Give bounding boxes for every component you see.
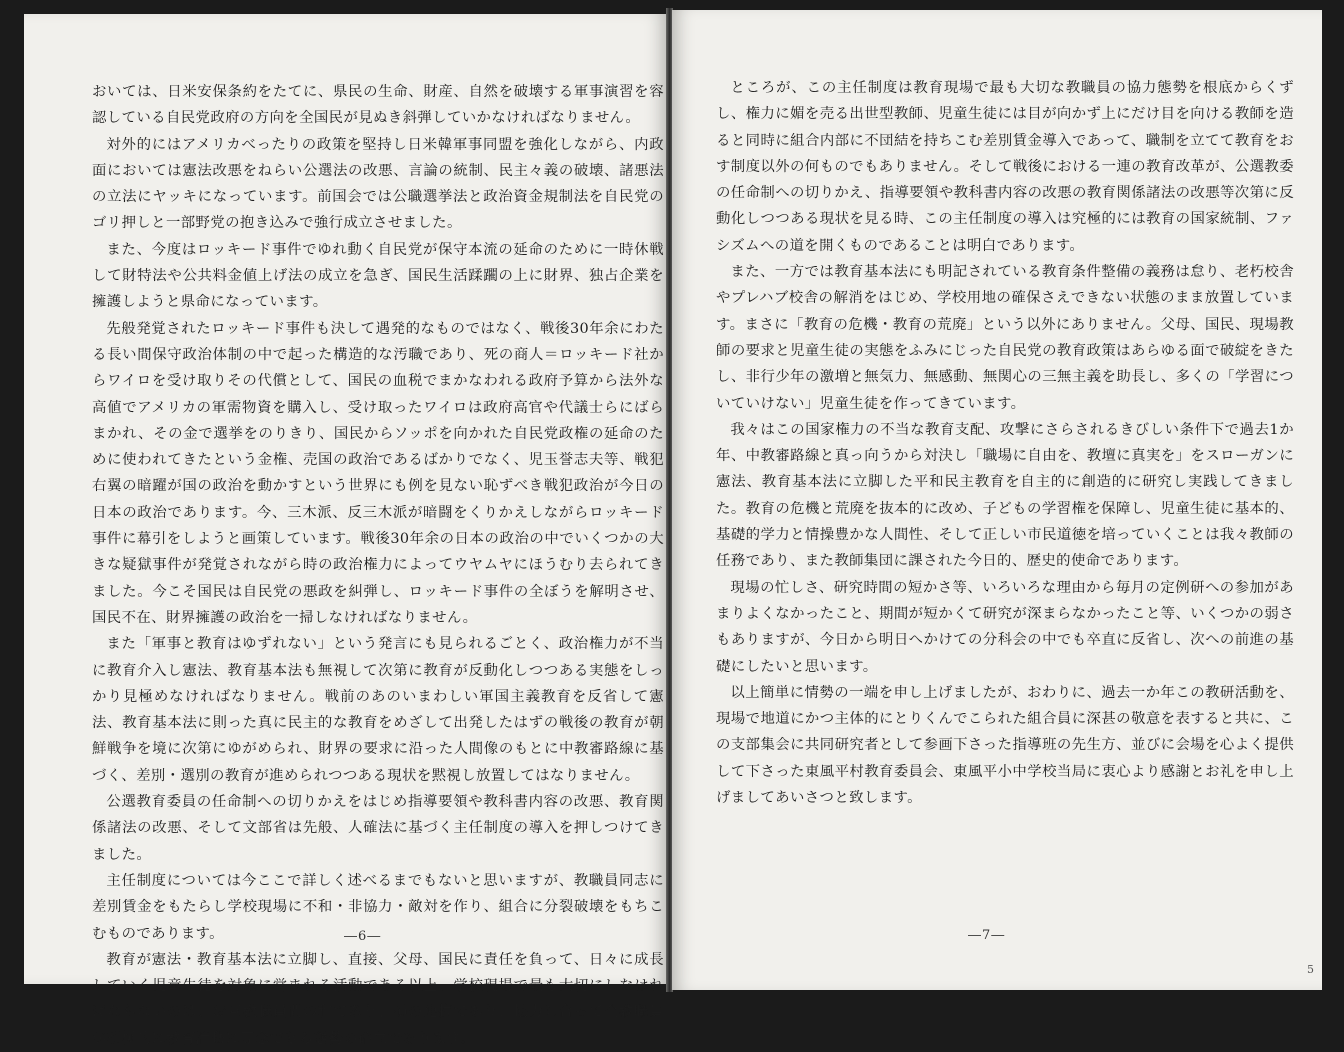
left-paragraph: 先般発覚されたロッキード事件も決して遇発的なものではなく、戦後30年余にわたる長い間保守政治体制の中で起った構造的な汚職であり、死の商人＝ロッキード社からワイロを受け取りその代償として、国民の血税でまかなわれる政府予算から法外な高値でアメリカの軍需物資を購入し、受け取ったワイロは政府高官や代議士らにばらまかれ、その金で選挙をのりきり、国民からソッポを向かれた自民党政権の延命のために使われてきたという金権、売国の政治であるばかりでなく、児玉誉志夫等、戦犯右翼の暗躍が国の政治を動かすという世界にも例を見ない恥ずべき戦犯政治が今日の日本の政治であります。今、三木派、反三木派が暗闘をくりかえしながらロッキード事件に幕引をしようと画策しています。戦後30年余の日本の政治の中でいくつかの大きな疑獄事件が発覚されながら時の政治権力によってウヤムヤにほうむり去られてきました。今こそ国民は自民党の悪政を糾弾し、ロッキード事件の全ぼうを解明させ、国民不在、財界擁護の政治を一掃しなければなりません。 <box>92 320 664 626</box>
corner-mark: 5 <box>1307 963 1314 976</box>
right-paragraph: また、一方では教育基本法にも明記されている教育条件整備の義務は怠り、老朽校舎やプレハブ校舎の解消をはじめ、学校用地の確保さえできない状態のまま放置しています。まさに「教育の危機・教育の荒廃」という以外にありません。父母、国民、現場教師の要求と児童生徒の実態をふみにじった自民党の教育政策はあらゆる面で破綻をきたし、非行少年の激増と無気力、無感動、無関心の三無主義を助長し、多くの「学習についていけない」児童生徒を作ってきています。 <box>716 264 1294 412</box>
page-number-right: ―7― <box>968 928 1006 943</box>
left-paragraph: 教育が憲法・教育基本法に立脚し、直接、父母、国民に責任を負って、日々に成長していく児童生徒を対象に営まれる活動である以上、学校現場で最も大切にしなければならないのは、お互教職員間の和であり、横の連携であり、協力し合って全教職員が積極的に教育活動に専念できる態勢の確立であります。 <box>92 951 664 1047</box>
right-page-body <box>716 75 1294 811</box>
left-page <box>24 14 667 1047</box>
left-paragraph: 公選教育委員の任命制への切りかえをはじめ指導要領や教科書内容の改悪、教育関係諸法の改悪、そして文部省は先般、人確法に基づく主任制度の導入を押しつけてきました。 <box>92 794 664 863</box>
right-page <box>672 10 1322 990</box>
right-paragraph: 以上簡単に情勢の一端を申し上げましたが、おわりに、過去一か年この教研活動を、現場で地道にかつ主体的にとりくんでこられた組合員に深甚の敬意を表すると共に、この支部集会に共同研究者として参画下さった指導班の先生方、並びに会場を心よく提供して下さった東風平村教育委員会、東風平小中学校当局に衷心より感謝とお礼を申し上げましてあいさつと致します。 <box>716 684 1294 807</box>
page-number-left: ―6― <box>344 929 382 944</box>
left-paragraph: 対外的にはアメリカべったりの政策を堅持し日米韓軍事同盟を強化しながら、内政面においては憲法改悪をねらい公選法の改悪、言論の統制、民主々義の破壊、諸悪法の立法にヤッキになっています。前国会では公職選挙法と政治資金規制法を自民党のゴリ押しと一部野党の抱き込みで強行成立させました。 <box>92 136 664 232</box>
left-paragraph: おいては、日米安保条約をたてに、県民の生命、財産、自然を破壊する軍事演習を容認している自民党政府の方向を全国民が見ぬき斜弾していかなければなりません。 <box>92 84 664 127</box>
left-page-body <box>92 79 664 1052</box>
right-paragraph: ところが、この主任制度は教育現場で最も大切な教職員の協力態勢を根底からくずし、権力に媚を売る出世型教師、児童生徒には目が向かず上にだけ目を向ける教師を造ると同時に組合内部に不団結を持ちこむ差別賃金導入であって、職制を立てて教育をおす制度以外の何ものでもありません。そして戦後における一連の教育改革が、公選教委の任命制への切りかえ、指導要領や教科書内容の改悪の教育関係諸法の改悪等次第に反動化しつつある現状を見る時、この主任制度の導入は究極的には教育の国家統制、ファシズムへの道を開くものであることは明白であります。 <box>716 80 1294 254</box>
left-paragraph: また、今度はロッキード事件でゆれ動く自民党が保守本流の延命のために一時休戦して財特法や公共料金値上げ法の成立を急ぎ、国民生活蹂躙の上に財界、独占企業を擁護しようと県命になっています。 <box>92 241 664 311</box>
right-paragraph: 現場の忙しさ、研究時間の短かさ等、いろいろな理由から毎月の定例研への参加があまりよくなかったこと、期間が短かくて研究が深まらなかったこと等、いくつかの弱さもありますが、今日から明日へかけての分科会の中でも卒直に反省し、次への前進の基礎にしたいと思います。 <box>716 579 1294 675</box>
left-paragraph: また「軍事と教育はゆずれない」という発言にも見られるごとく、政治権力が不当に教育介入し憲法、教育基本法も無視して次第に教育が反動化しつつある実態をしっかり見極めなければなりません。戦前のあのいまわしい軍国主義教育を反省して憲法、教育基本法に則った真に民主的な教育をめざして出発したはずの戦後の教育が朝鮮戦争を境に次第にゆがめられ、財界の要求に沿った人間像のもとに中教審路線に基づく、差別・選別の教育が進められつつある現状を黙視し放置してはなりません。 <box>92 636 664 784</box>
left-paragraph: 主任制度については今ここで詳しく述べるまでもないと思いますが、教職員同志に差別賃金をもたらし学校現場に不和・非協力・敵対を作り、組合に分裂破壊をもちこむものであります。 <box>92 872 664 942</box>
right-paragraph: 我々はこの国家権力の不当な教育支配、攻撃にさらされるきびしい条件下で過去1か年、中教審路線と真っ向うから対決し「職場に自由を、教壇に真実を」をスローガンに憲法、教育基本法に立脚した平和民主教育を自主的に創造的に研究し実践してきました。教育の危機と荒廃を抜本的に改め、子どもの学習権を保障し、児童生徒に基本的、基礎的学力と情操豊かな人間性、そして正しい市民道徳を培っていくことは我々教師の任務であり、また教師集団に課された今日的、歴史的使命であります。 <box>716 421 1294 570</box>
